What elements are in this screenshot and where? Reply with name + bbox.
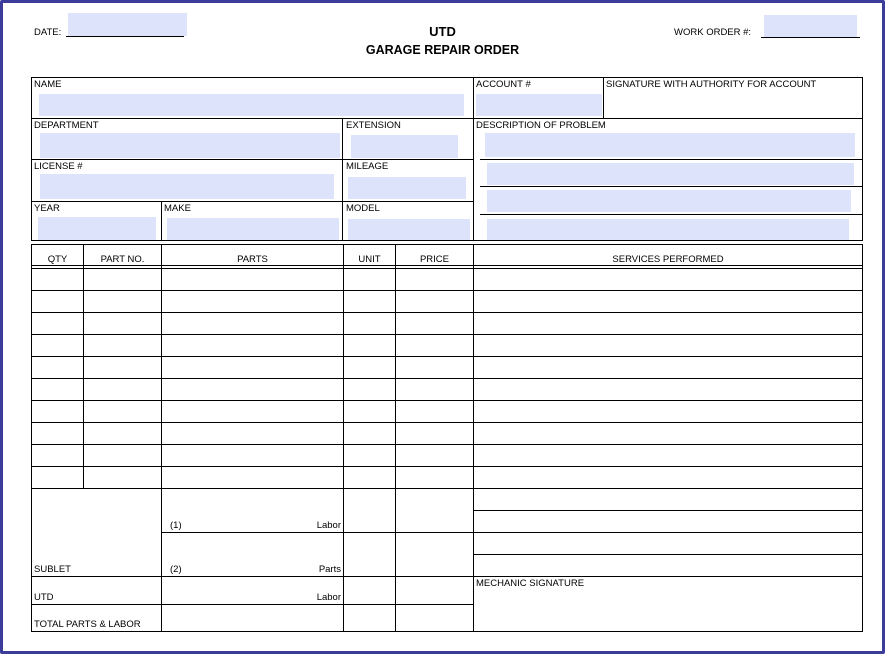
model-input[interactable]: [348, 219, 470, 240]
col-header-services-performed: SERVICES PERFORMED: [612, 254, 724, 265]
col-header-part-no: PART NO.: [100, 254, 145, 265]
description-label: DESCRIPTION OF PROBLEM: [476, 120, 606, 131]
make-label: MAKE: [164, 203, 191, 214]
org-title: UTD: [429, 24, 456, 39]
labor-2-label: Labor: [316, 592, 341, 603]
mechanic-signature-label: MECHANIC SIGNATURE: [476, 578, 585, 589]
make-input[interactable]: [167, 218, 339, 240]
signature-authority-label: SIGNATURE WITH AUTHORITY FOR ACCOUNT: [606, 79, 817, 90]
license-label: LICENSE #: [34, 161, 83, 172]
col-header-price: PRICE: [419, 254, 450, 265]
col-header-unit: UNIT: [358, 254, 381, 265]
col-header-parts: PARTS: [237, 254, 268, 265]
extension-input[interactable]: [351, 135, 458, 158]
department-label: DEPARTMENT: [34, 120, 99, 131]
mileage-label: MILEAGE: [346, 161, 389, 172]
col-header-qty: QTY: [47, 254, 68, 265]
parts-number: (2): [170, 564, 182, 575]
description-line-1-input[interactable]: [485, 133, 855, 157]
description-line-3-input[interactable]: [487, 190, 851, 212]
description-line-2-input[interactable]: [487, 163, 854, 185]
sublet-label: SUBLET: [34, 564, 71, 575]
description-line-4-input[interactable]: [487, 219, 849, 240]
year-label: YEAR: [34, 203, 60, 214]
utd-label: UTD: [34, 592, 54, 603]
account-input[interactable]: [476, 94, 602, 116]
total-parts-labor-label: TOTAL PARTS & LABOR: [34, 619, 141, 630]
work-order-underline: [761, 37, 860, 38]
model-label: MODEL: [346, 203, 380, 214]
labor-1-label: Labor: [316, 520, 341, 531]
department-input[interactable]: [40, 133, 340, 158]
extension-label: EXTENSION: [346, 120, 401, 131]
work-order-input[interactable]: [764, 15, 857, 37]
parts-label: Parts: [318, 564, 341, 575]
date-input[interactable]: [68, 13, 187, 36]
account-label: ACCOUNT #: [476, 79, 531, 90]
name-label: NAME: [34, 79, 62, 90]
work-order-label: WORK ORDER #:: [674, 27, 752, 38]
mileage-input[interactable]: [348, 177, 466, 199]
year-input[interactable]: [38, 217, 156, 240]
date-underline: [66, 36, 184, 37]
labor-1-number: (1): [170, 520, 182, 531]
form-title: GARAGE REPAIR ORDER: [365, 43, 520, 57]
name-input[interactable]: [39, 94, 464, 116]
date-label: DATE:: [34, 27, 62, 38]
license-input[interactable]: [40, 174, 334, 199]
